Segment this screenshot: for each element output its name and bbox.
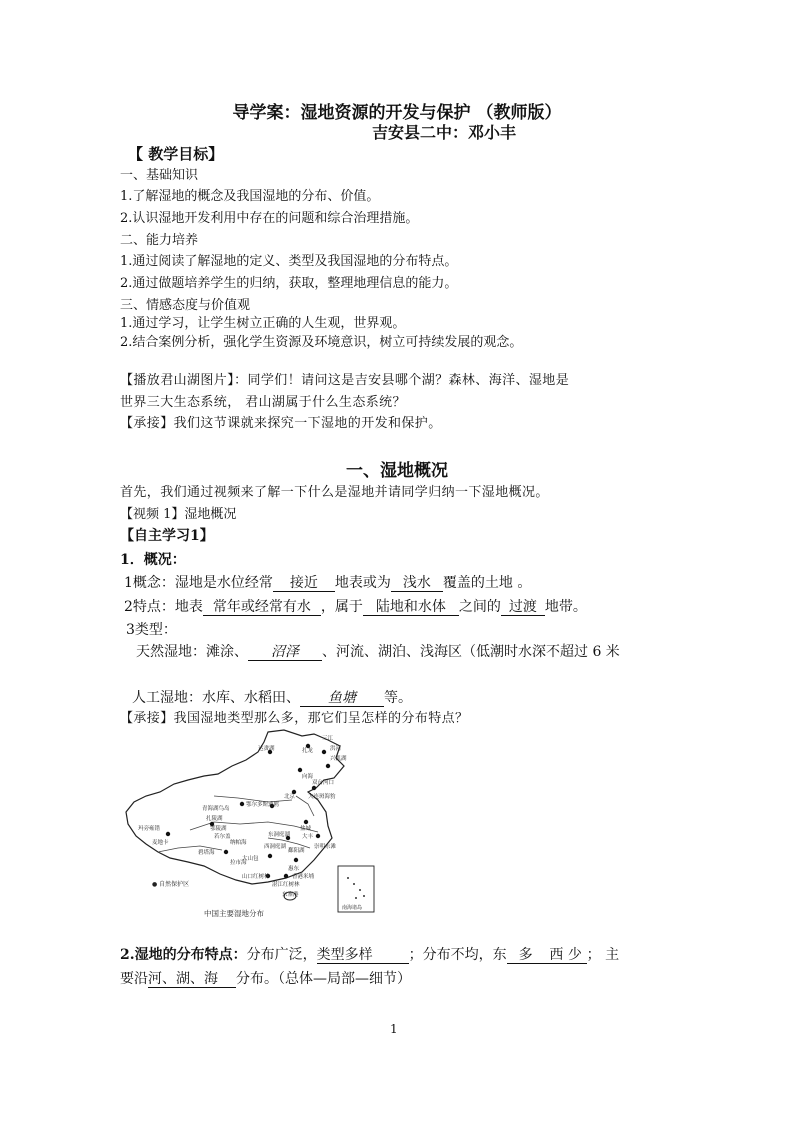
- blank-answer: 多: [507, 947, 545, 964]
- map-label: 麦地卡: [152, 840, 169, 846]
- blank-answer: 浅水: [391, 575, 443, 592]
- reserve-dot: [166, 832, 170, 836]
- section-lead: 首先，我们通过视频来了解一下什么是湿地并请同学归纳一下湿地概况。: [120, 485, 549, 500]
- attitude-item-2: 2.结合案例分析，强化学生资源及环境意识，树立可持续发展的观念。: [120, 335, 523, 350]
- concept-line: 1概念：湿地是水位经常 接近 地表或为 浅水 覆盖的土地 。: [124, 575, 532, 591]
- map-label: 双台河口: [312, 780, 335, 786]
- map-label: 西洞庭湖: [264, 844, 287, 850]
- natural-wetland-line: 天然湿地：滩涂、 沼泽 、河流、湖泊、浅海区（低潮时水深不超过 6 米: [136, 644, 620, 660]
- blank-answer: 陆地和水体: [363, 599, 459, 616]
- map-label: 兴凯湖: [330, 756, 347, 762]
- reserve-dot: [312, 786, 316, 790]
- map-label: 惠东: [288, 866, 300, 872]
- reserve-dot: [268, 854, 272, 858]
- blank-answer: 接近: [273, 575, 335, 592]
- map-legend: ● 自然保护区: [152, 881, 190, 888]
- author: 吉安县二中：邓小丰: [372, 123, 517, 142]
- intro-line-1: 【播放君山湖图片】：同学们！请问这是吉安县哪个湖？森林、海洋、湿地是: [120, 373, 570, 388]
- map-label: 纳帕海: [230, 840, 247, 846]
- blank-answer: 河、湖、海: [148, 971, 236, 988]
- ability-item-2: 2.通过做题培养学生的归纳，获取，整理地理信息的能力。: [120, 276, 458, 291]
- map-label: 鄱阳湖: [288, 848, 305, 854]
- reserve-dot: [240, 802, 244, 806]
- basic-item-1: 1.了解湿地的概念及我国湿地的分布、价值。: [120, 189, 380, 204]
- attitude-item-1: 1.通过学习，让学生树立正确的人生观，世界观。: [120, 316, 406, 331]
- intro-line-3: 【承接】我们这节课就来探究一下湿地的开发和保护。: [120, 416, 442, 431]
- section-basic: 一、基础知识: [120, 168, 199, 183]
- map-label: 扎龙: [302, 748, 314, 754]
- map-label: 大山包: [242, 856, 259, 862]
- map-label: 北京: [284, 794, 296, 800]
- blank-answer: 鱼塘: [300, 690, 384, 707]
- map-label: 盐城: [300, 826, 312, 832]
- reserve-dot: [326, 764, 330, 768]
- inset-label: 南海诸岛: [342, 905, 363, 911]
- overview-label: 1．概况：: [120, 552, 186, 568]
- map-label: 鄂尔多斯遗鸥: [246, 802, 280, 808]
- reserve-dot: [322, 750, 326, 754]
- map-label: 玛旁雍错: [138, 826, 161, 832]
- map-label: 崇明东滩: [314, 844, 337, 850]
- map-label: 洪河: [330, 746, 342, 752]
- reserve-dot: [304, 820, 308, 824]
- map-label: 达赉湖: [258, 746, 275, 752]
- map-label: 大丰: [302, 834, 314, 840]
- map-caption: 中国主要湿地分布: [204, 909, 264, 918]
- blank-answer: 沼泽: [248, 644, 322, 661]
- ability-item-1: 1.通过阅读了解湿地的定义、类型及我国湿地的分布特点。: [120, 254, 458, 269]
- reserve-dot: [224, 850, 228, 854]
- china-wetland-map: [118, 726, 378, 922]
- intro-line-2: 世界三大生态系统， 君山湖属于什么生态系统？: [120, 395, 406, 410]
- map-label: 香港米埔: [292, 874, 315, 880]
- reserve-dot: [284, 874, 288, 878]
- blank-answer: 过渡: [501, 599, 545, 616]
- feature-line: 2特点：地表 常年或经常有水 ，属于 陆地和水体 之间的 过渡 地带。: [124, 599, 587, 615]
- self-study-label: 【自主学习1】: [120, 528, 214, 544]
- map-label: 大连斑海豹: [308, 794, 336, 800]
- map-label: 鄂陵湖: [210, 826, 227, 832]
- section-ability: 二、能力培养: [120, 233, 199, 248]
- section-heading: 一、湿地概况: [346, 461, 448, 481]
- distribution-line-2: 要沿河、湖、海 分布。（总体—局部—细节）: [120, 971, 411, 987]
- reserve-dot: [298, 768, 302, 772]
- section-attitude: 三、情感态度与价值观: [120, 298, 251, 313]
- blank-answer: 西 少: [545, 947, 587, 964]
- reserve-dot: [316, 834, 320, 838]
- basic-item-2: 2.认识湿地开发利用中存在的问题和综合治理措施。: [120, 211, 419, 226]
- distribution-line-1: 2.湿地的分布特点：分布广泛，类型多样 ；分布不均，东 多 西 少 ； 主: [120, 947, 620, 963]
- artificial-wetland-line: 人工湿地：水库、水稻田、 鱼塘 等。: [132, 690, 412, 706]
- map-label: 向海: [302, 774, 314, 780]
- map-label: 青海湖鸟岛: [202, 806, 230, 812]
- types-label: 3类型：: [126, 622, 177, 638]
- map-label: 若尔盖: [214, 834, 231, 840]
- page-number: 1: [390, 1022, 398, 1036]
- map-label: 东寨港: [282, 892, 299, 898]
- objectives-heading: 【 教学目标】: [128, 145, 224, 163]
- video-label: 【视频 1】湿地概况: [120, 507, 237, 522]
- transition-line: 【承接】我国湿地类型那么多，那它们呈怎样的分布特点？: [120, 711, 469, 726]
- document-title: 导学案：湿地资源的开发与保护 （教师版）: [232, 103, 562, 123]
- blank-answer: 类型多样: [317, 947, 409, 964]
- map-label: 扎陵湖: [206, 816, 223, 822]
- map-label: 拉市海: [230, 860, 247, 866]
- blank-answer: 常年或经常有水: [203, 599, 321, 616]
- map-label: 碧塔海: [198, 850, 215, 856]
- map-label: 三江: [322, 736, 334, 742]
- map-label: 东洞庭湖: [268, 832, 291, 838]
- reserve-dot: [294, 858, 298, 862]
- map-label: 湛江红树林: [272, 882, 300, 888]
- map-label: 山口红树林: [242, 874, 270, 880]
